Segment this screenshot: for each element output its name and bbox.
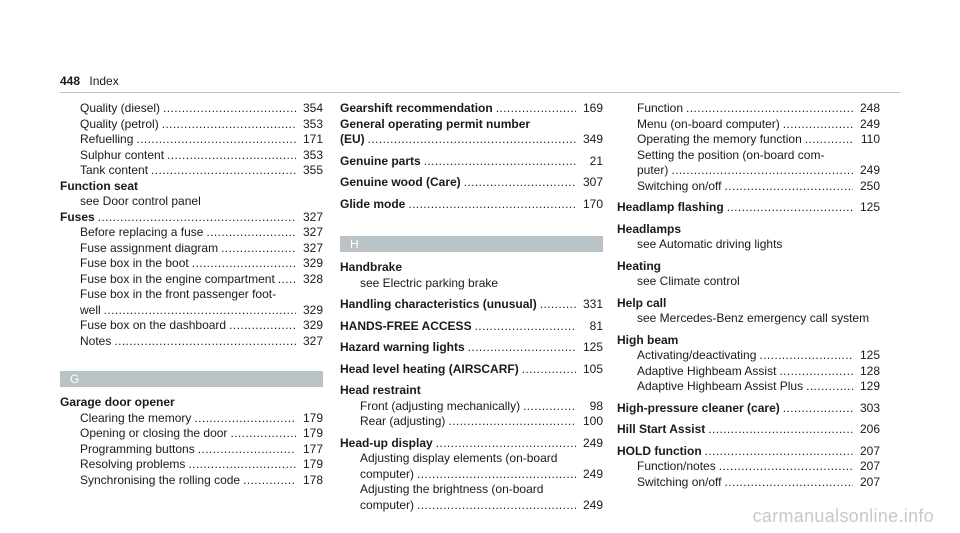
index-column-1	[60, 101, 323, 488]
page-reference: 179	[302, 410, 323, 425]
dot-leader	[719, 459, 853, 475]
entry-text: (EU)	[340, 132, 365, 146]
entry-text: Menu (on-board computer)	[637, 116, 780, 131]
index-subentry	[60, 241, 323, 257]
dot-leader	[167, 148, 296, 164]
index-subentry	[617, 163, 880, 179]
dot-leader	[417, 498, 576, 514]
index-heading	[340, 132, 603, 148]
index-subentry	[340, 399, 603, 415]
index-subentry	[60, 117, 323, 133]
entry-text: Switching on/off	[637, 178, 722, 193]
dot-leader	[725, 179, 854, 195]
dot-leader	[136, 132, 296, 148]
entry-text: Fuse box in the engine compartment	[80, 271, 275, 286]
entry-text: Head level heating (AIRSCARF)	[340, 361, 519, 376]
index-subentry	[617, 132, 880, 148]
entry-text: Head restraint	[340, 383, 421, 397]
dot-leader	[229, 318, 296, 334]
index-heading	[617, 222, 880, 238]
index-subline: see Automatic driving lights	[637, 237, 783, 251]
entry-text: Resolving problems	[80, 457, 186, 471]
index-subentry	[617, 379, 880, 395]
dot-leader	[708, 422, 853, 438]
index-heading	[60, 179, 323, 195]
page-reference: 329	[302, 256, 323, 270]
dot-leader	[163, 101, 296, 117]
page-reference: 207	[859, 474, 880, 489]
index-subline: see Door control panel	[80, 194, 201, 208]
index-subentry	[60, 225, 323, 241]
index-column-3	[617, 101, 880, 490]
page-reference: 249	[582, 435, 603, 450]
dot-leader	[151, 163, 296, 179]
page-number: 448	[60, 74, 81, 88]
page-reference: 249	[859, 116, 880, 131]
index-subline: Adjusting the brightness (on-board	[360, 482, 544, 496]
entry-text: Headlamps	[617, 221, 682, 236]
page-reference: 170	[582, 196, 603, 211]
index-heading	[340, 197, 603, 213]
page-reference: 249	[582, 497, 603, 512]
index-heading	[60, 395, 323, 411]
index-subentry	[60, 473, 323, 489]
dot-leader	[230, 426, 296, 442]
entry-text: High beam	[617, 332, 679, 347]
index-subentry	[340, 498, 603, 514]
dot-leader	[727, 200, 853, 216]
index-heading	[617, 444, 880, 460]
page-reference: 349	[582, 132, 603, 146]
index-subentry	[617, 475, 880, 491]
dot-leader	[806, 379, 853, 395]
header-rule	[60, 92, 900, 93]
entry-text: Function seat	[60, 178, 139, 193]
entry-text: Quality (petrol)	[80, 116, 159, 131]
page-reference: 329	[302, 318, 323, 332]
entry-text: Handling characteristics (unusual)	[340, 297, 537, 311]
dot-leader	[464, 175, 576, 191]
page-reference: 353	[302, 147, 323, 162]
dot-leader	[468, 340, 576, 356]
entry-text: Synchronising the rolling code	[80, 472, 241, 487]
page-reference: 355	[302, 163, 323, 177]
page-header	[60, 74, 119, 88]
dot-leader	[104, 303, 296, 319]
entry-text: Glide mode	[340, 196, 406, 211]
entry-text: Fuse assignment diagram	[80, 240, 219, 255]
entry-text: Quality (diesel)	[80, 101, 161, 115]
page-reference: 307	[582, 175, 603, 189]
dot-leader	[496, 101, 576, 117]
entry-text: Handbrake	[340, 260, 403, 274]
page-reference: 125	[582, 340, 603, 354]
page-reference: 303	[859, 400, 880, 415]
index-heading: General operating permit number	[340, 116, 531, 131]
index-subline: Adjusting display elements (on-board	[360, 451, 558, 465]
entry-text: Headlamp flashing	[617, 200, 724, 214]
page-reference: 353	[302, 116, 323, 131]
index-subline: see Electric parking brake	[360, 275, 499, 290]
index-subentry	[60, 101, 323, 117]
index-subline: see Mercedes-Benz emergency call system	[637, 311, 870, 325]
page-reference: 21	[589, 153, 603, 168]
page-reference: 100	[582, 414, 603, 428]
index-heading	[340, 154, 603, 170]
index-subentry	[60, 334, 323, 350]
index-subentry	[60, 411, 323, 427]
dot-leader	[243, 473, 296, 489]
dot-leader	[368, 132, 576, 148]
index-subentry	[340, 467, 603, 483]
dot-leader	[686, 101, 853, 117]
entry-text: Function/notes	[637, 459, 716, 473]
index-subentry	[617, 348, 880, 364]
index-subentry	[60, 303, 323, 319]
page-reference: 329	[302, 302, 323, 317]
entry-text: Genuine parts	[340, 153, 421, 168]
page-reference: 328	[302, 271, 323, 286]
index-heading	[340, 297, 603, 313]
dot-leader	[408, 197, 576, 213]
dot-leader	[779, 364, 853, 380]
index-heading	[340, 383, 603, 399]
dot-leader	[475, 319, 576, 335]
dot-leader	[523, 399, 576, 415]
dot-leader	[540, 297, 576, 313]
index-heading	[617, 296, 880, 312]
dot-leader	[162, 117, 296, 133]
entry-text: Rear (adjusting)	[360, 414, 446, 428]
entry-text: Tank content	[80, 163, 149, 177]
page-reference: 125	[859, 200, 880, 214]
index-subentry	[60, 163, 323, 179]
entry-text: Clearing the memory	[80, 410, 192, 425]
page-reference: 177	[302, 441, 323, 456]
page-reference: 248	[859, 101, 880, 115]
index-subentry	[617, 459, 880, 475]
index-subentry	[617, 179, 880, 195]
dot-leader	[783, 401, 853, 417]
page-reference: 129	[859, 379, 880, 393]
dot-leader	[192, 256, 296, 272]
index-subentry	[60, 457, 323, 473]
entry-text: well	[80, 302, 101, 317]
entry-text: Help call	[617, 295, 667, 310]
index-heading	[340, 319, 603, 335]
page-reference: 331	[582, 297, 603, 311]
index-subentry	[60, 148, 323, 164]
entry-text: Operating the memory function	[637, 132, 802, 146]
page-reference: 207	[859, 443, 880, 458]
page-reference: 110	[860, 132, 880, 146]
index-subentry	[60, 442, 323, 458]
page-title: Index	[89, 74, 119, 88]
index-subline: Fuse box in the front passenger foot-	[80, 287, 277, 301]
entry-text: computer)	[360, 497, 415, 512]
dot-leader	[206, 225, 296, 241]
entry-text: computer)	[360, 466, 415, 481]
entry-text: HANDS-FREE ACCESS	[340, 318, 472, 333]
page-reference: 179	[302, 426, 323, 440]
page-reference: 327	[302, 240, 323, 255]
page-reference: 105	[582, 361, 603, 376]
dot-leader	[436, 436, 576, 452]
entry-text: Fuse box in the boot	[80, 256, 189, 270]
page-reference: 125	[859, 348, 880, 362]
index-heading	[617, 333, 880, 349]
entry-text: Adaptive Highbeam Assist Plus	[637, 379, 804, 393]
page-reference: 250	[859, 178, 880, 193]
entry-text: Gearshift recommendation	[340, 101, 493, 115]
dot-leader	[188, 457, 296, 473]
entry-text: Front (adjusting mechanically)	[360, 398, 521, 413]
index-subentry	[340, 414, 603, 430]
dot-leader	[98, 210, 296, 226]
index-heading	[340, 101, 603, 117]
entry-text: puter)	[637, 163, 669, 177]
page-reference: 169	[582, 101, 603, 115]
entry-text: Opening or closing the door	[80, 426, 228, 440]
index-subentry	[60, 132, 323, 148]
entry-text: Before replacing a fuse	[80, 225, 204, 239]
dot-leader	[417, 467, 576, 483]
index-heading	[340, 436, 603, 452]
dot-leader	[725, 475, 854, 491]
dot-leader	[448, 414, 576, 430]
entry-text: HOLD function	[617, 443, 702, 458]
entry-text: Garage door opener	[60, 395, 175, 409]
index-subentry	[60, 272, 323, 288]
section-letter-band: G	[60, 371, 323, 387]
index-subentry	[60, 256, 323, 272]
page-reference: 171	[302, 132, 323, 146]
page-reference: 206	[859, 422, 880, 436]
page-reference: 128	[859, 363, 880, 378]
entry-text: Programming buttons	[80, 441, 195, 456]
index-heading	[617, 259, 880, 275]
index-subentry	[617, 117, 880, 133]
dot-leader	[424, 154, 576, 170]
entry-text: Fuses	[60, 209, 95, 224]
index-heading	[60, 210, 323, 226]
entry-text: Hazard warning lights	[340, 340, 465, 354]
dot-leader	[805, 132, 853, 148]
section-letter-band: H	[340, 236, 603, 252]
dot-leader	[221, 241, 296, 257]
entry-text: Head-up display	[340, 435, 433, 450]
page-reference: 327	[302, 333, 323, 348]
index-heading	[340, 362, 603, 378]
page-reference: 354	[302, 101, 323, 115]
watermark: carmanualsonline.info	[752, 506, 934, 526]
index-heading	[617, 401, 880, 417]
entry-text: High-pressure cleaner (care)	[617, 400, 780, 415]
index-subentry	[60, 318, 323, 334]
entry-text: Function	[637, 101, 684, 115]
dot-leader	[194, 411, 296, 427]
dot-leader	[783, 117, 853, 133]
page-reference: 207	[859, 459, 880, 473]
entry-text: Hill Start Assist	[617, 422, 706, 436]
dot-leader	[522, 362, 576, 378]
entry-text: Notes	[80, 333, 112, 348]
dot-leader	[671, 163, 853, 179]
dot-leader	[759, 348, 853, 364]
index-subentry	[617, 364, 880, 380]
entry-text: Adaptive Highbeam Assist	[637, 363, 777, 378]
dot-leader	[114, 334, 296, 350]
page-reference: 179	[302, 457, 323, 471]
entry-text: Heating	[617, 258, 662, 273]
entry-text: Refuelling	[80, 132, 134, 146]
index-subentry	[617, 101, 880, 117]
index-subline: Setting the position (on-board com-	[637, 147, 825, 162]
entry-text: Switching on/off	[637, 474, 722, 489]
page-reference: 249	[582, 466, 603, 481]
page-reference: 249	[859, 163, 880, 177]
page-reference: 81	[589, 318, 603, 333]
entry-text: Fuse box on the dashboard	[80, 318, 227, 332]
index-subline: see Climate control	[637, 274, 740, 288]
page-reference: 178	[302, 472, 323, 487]
page-reference: 327	[302, 209, 323, 224]
index-column-2	[340, 101, 603, 513]
index-heading	[617, 422, 880, 438]
page-reference: 98	[589, 398, 603, 413]
dot-leader	[705, 444, 853, 460]
index-heading	[340, 175, 603, 191]
dot-leader	[198, 442, 296, 458]
page-reference: 327	[302, 225, 323, 239]
index-heading	[340, 340, 603, 356]
dot-leader	[278, 272, 296, 288]
index-heading	[340, 260, 603, 276]
entry-text: Activating/deactivating	[637, 348, 757, 362]
entry-text: Sulphur content	[80, 147, 165, 162]
entry-text: Genuine wood (Care)	[340, 175, 461, 189]
index-subentry	[60, 426, 323, 442]
index-heading	[617, 200, 880, 216]
